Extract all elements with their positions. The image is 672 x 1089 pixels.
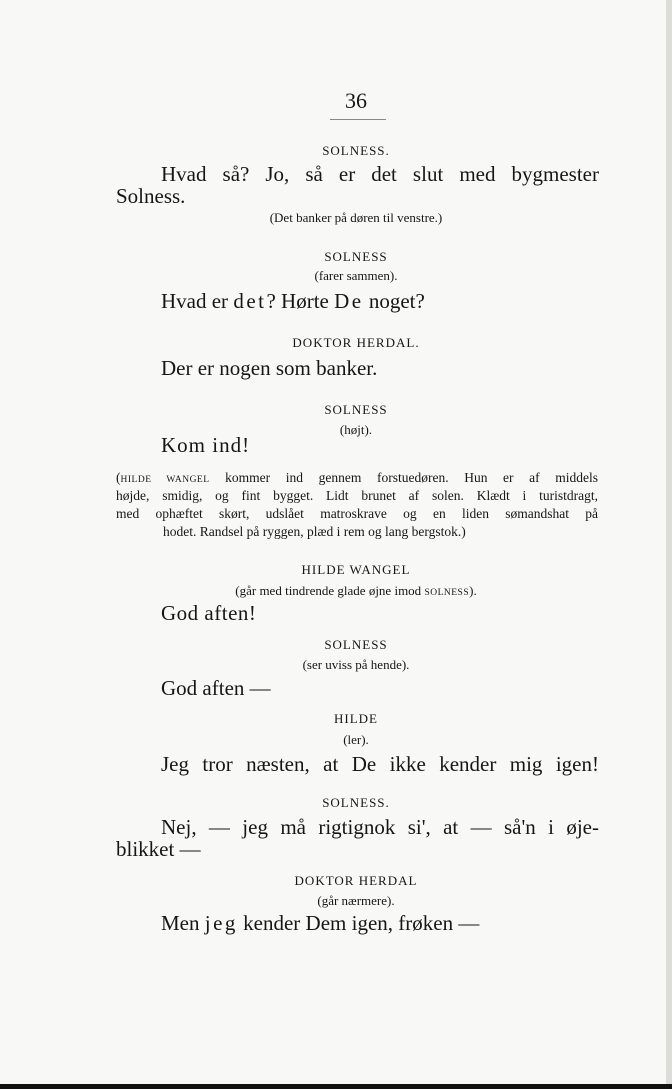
stage-direction [0,583,672,599]
stage-direction: (går nærmere). [317,893,395,908]
dialogue-line: Jeg tror næsten, at De ikke kender mig igen! [161,752,599,776]
small-caps-name: SOLNESS [424,588,470,598]
text-run: ). [469,583,477,598]
speaker-hilde-1: HILDE WANGEL [301,562,411,577]
emphasized-text: jeg [204,911,238,935]
speaker-solness-3: SOLNESS [324,402,388,417]
text-run: noget? [363,289,425,313]
stage-direction: (højt). [339,422,373,437]
dialogue-line: God aften — [161,676,271,700]
stage-direction: (farer sammen). [314,268,398,283]
dialogue-line: Der er nogen som banker. [161,356,378,380]
speaker-solness-1: SOLNESS. [322,143,390,158]
dialogue-line: God aften! [161,601,257,625]
stage-paragraph-line: hodet. Randsel på ryggen, plæd i rem og lang bergstok.) [163,524,466,539]
dialogue-line [161,289,425,314]
speaker-herdal-1: DOKTOR HERDAL. [292,335,420,350]
small-caps-name: HILDE WANGEL [120,475,210,485]
text-run: ? Hørte [266,289,335,313]
stage-paragraph-line: med ophæftet skørt, udslået matroskrave og en liden sømandshat på [116,506,598,521]
stage-direction: (ler). [343,732,369,747]
speaker-herdal-2: DOKTOR HERDAL [294,873,418,888]
speaker-solness-5: SOLNESS. [322,795,390,810]
stage-paragraph-line [116,470,598,486]
text-run: Hvad er [161,289,234,313]
emphasized-text: De [334,289,364,313]
stage-paragraph-line: højde, smidig, og fint bygget. Lidt brunet af solen. Klædt i turistdragt, [116,488,598,503]
page-number-rule [330,119,386,120]
text-run: kommer ind gennem forstuedøren. Hun er af middels [209,470,599,485]
dialogue-line: Hvad så? Jo, så er det slut med bygmester [161,162,599,186]
dialogue-line: blikket — [116,837,201,861]
stage-direction: (Det banker på døren til venstre.) [269,210,443,225]
dialogue-line: Nej, — jeg må rigtignok si', at — så'n i øje- [161,815,599,839]
dialogue-line [161,911,479,936]
page-edge-right [666,0,672,1089]
speaker-solness-4: SOLNESS [324,637,388,652]
speaker-hilde-2: HILDE [334,711,378,726]
dialogue-line: Kom ind! [161,433,251,457]
text-run: (går med tindrende glade øjne imod [235,583,425,598]
page-edge-bottom [0,1084,672,1089]
text-run: kender Dem igen, frøken — [237,911,480,935]
page-number: 36 [345,88,367,113]
paren: ( [116,470,121,485]
stage-direction: (ser uviss på hende). [302,657,410,672]
dialogue-line: Solness. [116,184,186,208]
text-run: Men [161,911,205,935]
emphasized-text: det [233,289,267,313]
speaker-solness-2: SOLNESS [324,249,388,264]
